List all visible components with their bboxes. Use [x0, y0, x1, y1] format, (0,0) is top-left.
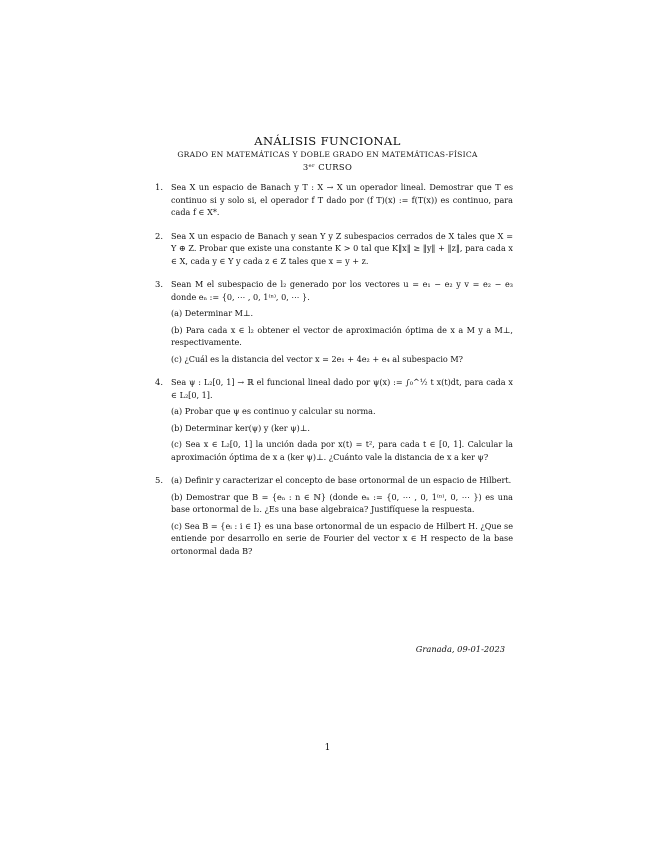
exam-course: 3ᵉʳ CURSO [302, 162, 353, 172]
problem-part-c: (c) Sea B = {eᵢ : i ∈ I} es una base ortonormal de un espacio de Hilbert H. ¿Que se entiende por desarrollo en serie de Fourier del vector x ∈ H respecto de la base ortonormal dada B? [171, 520, 513, 556]
problem-1 [155, 181, 513, 219]
problem-5 [155, 474, 513, 557]
problem-2 [155, 230, 513, 268]
exam-date: Granada, 09-01-2023 [415, 644, 505, 654]
problem-number: 3. [155, 279, 163, 289]
exam-subtitle: GRADO EN MATEMÁTICAS Y DOBLE GRADO EN MATEMÁTICAS-FÍSICA [177, 150, 478, 159]
problem-number: 4. [155, 377, 163, 387]
problem-part-c: (c) ¿Cuál es la distancia del vector x = 2e₁ + 4e₂ + e₄ al subespacio M? [171, 353, 463, 364]
problem-part-b: (b) Demostrar que B = {eₙ : n ∈ ℕ} (donde eₙ := {0, ⋯ , 0, 1⁽ⁿ⁾, 0, ⋯ }) es una base ortonormal de l₂. ¿Es una base algebraica? Justifíquese la respuesta. [171, 491, 513, 514]
page-number: 1 [324, 743, 331, 753]
problem-list [155, 181, 513, 568]
problem-part-a: (a) Determinar M⊥. [171, 308, 254, 318]
problem-3 [155, 278, 513, 365]
problem-part-a: (a) Definir y caracterizar el concepto de base ortonormal de un espacio de Hilbert. [171, 475, 512, 485]
problem-statement: Sea X un espacio de Banach y T : X → X un operador lineal. Demostrar que T es continuo si y solo si, el operador f T dado por (f T)(x) := f(T(x)) es continuo, para cada f ∈ X*. [171, 182, 513, 217]
problem-statement: Sean M el subespacio de l₂ generado por los vectores u = e₁ − e₂ y v = e₂ − e₃ donde eₙ := {0, ⋯ , 0, 1⁽ⁿ⁾, 0, ⋯ }. [171, 279, 513, 302]
problem-4 [155, 376, 513, 463]
problem-number: 1. [155, 182, 163, 192]
problem-part-b: (b) Para cada x ∈ l₂ obtener el vector de aproximación óptima de x a M y a M⊥, respectivamente. [171, 324, 513, 347]
problem-statement: Sea ψ : L₂[0, 1] → ℝ el funcional lineal dado por ψ(x) := ∫₀^½ t x(t)dt, para cada x ∈ L₂[0, 1]. [171, 377, 513, 400]
problem-statement: Sea X un espacio de Banach y sean Y y Z subespacios cerrados de X tales que X = Y ⊕ Z. Probar que existe una constante K > 0 tal que K‖x‖ ≥ ‖y‖ + ‖z‖, para cada x ∈ X, cada y ∈ Y y cada z ∈ Z tales que x = y + z. [171, 230, 513, 266]
problem-number: 5. [155, 475, 163, 485]
exam-header [0, 134, 655, 173]
exam-title: ANÁLISIS FUNCIONAL [254, 134, 401, 148]
problem-part-c: (c) Sea x ∈ L₂[0, 1] la unción dada por x(t) = t², para cada t ∈ [0, 1]. Calcular la aproximación óptima de x a (ker ψ)⊥. ¿Cuánto vale la distancia de x a ker ψ? [171, 439, 513, 462]
problem-number: 2. [155, 230, 163, 241]
problem-part-a: (a) Probar que ψ es continuo y calcular su norma. [171, 406, 376, 416]
problem-part-b: (b) Determinar ker(ψ) y (ker ψ)⊥. [171, 422, 310, 433]
